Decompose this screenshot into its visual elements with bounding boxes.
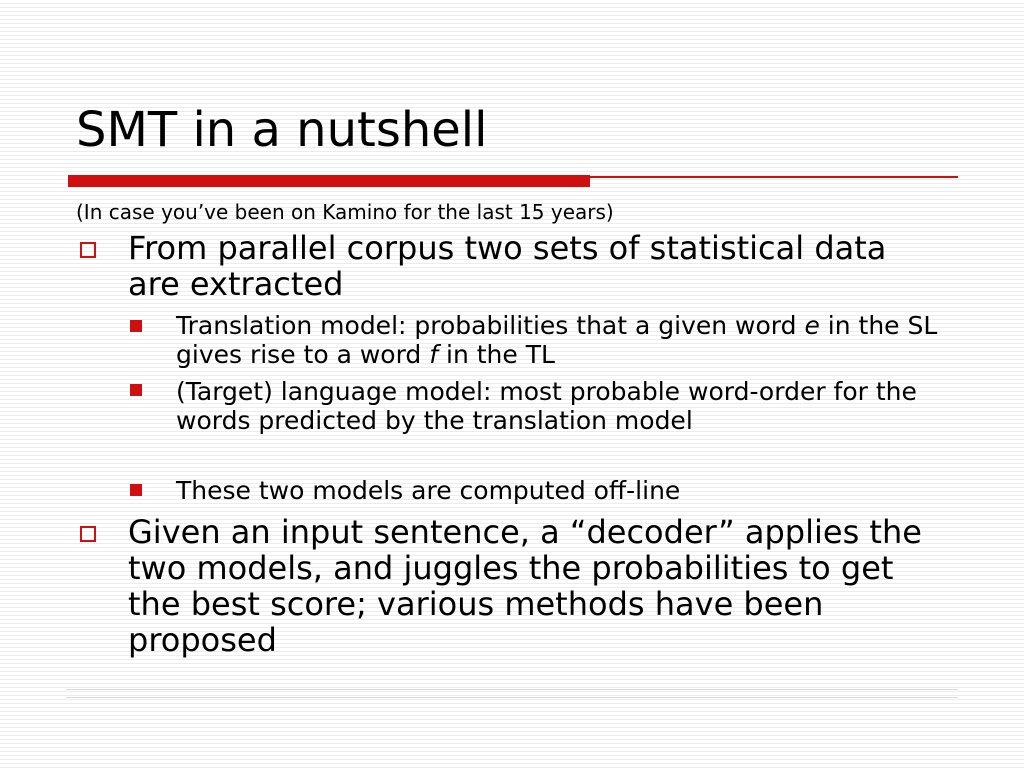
bullet-1-text: From parallel corpus two sets of statistical data are extracted [128,229,887,303]
title-underline-thick [68,175,590,187]
filled-square-bullet-icon [130,384,142,396]
slide-title: SMT in a nutshell [76,102,488,158]
variable-e: e [804,311,820,340]
sub-bullet-1-part1: Translation model: probabilities that a given word [176,311,805,340]
filled-square-bullet-icon [130,320,142,332]
footer-divider-2 [66,697,958,698]
hollow-square-bullet-icon [80,242,96,258]
sub-bullet-1-part2: in the SL gives rise to a word [176,311,938,369]
variable-f: f [429,340,439,369]
footer-divider [66,689,958,690]
sub-bullet-1-part3: in the TL [438,340,555,369]
sub-bullet-2-text: (Target) language model: most probable word-order for the words predicted by the translation model [176,377,917,435]
sub-bullet-1-text [176,311,956,369]
sub-bullet-3-text: These two models are computed off-line [176,476,681,505]
title-underline-thin [590,176,958,178]
filled-square-bullet-icon [130,484,142,496]
bullet-2-text: Given an input sentence, a “decoder” applies the two models, and juggles the probabilities to get the best score; various methods have been proposed [128,513,922,659]
hollow-square-bullet-icon [80,526,96,542]
slide-subtitle: (In case you’ve been on Kamino for the last 15 years) [76,200,614,224]
